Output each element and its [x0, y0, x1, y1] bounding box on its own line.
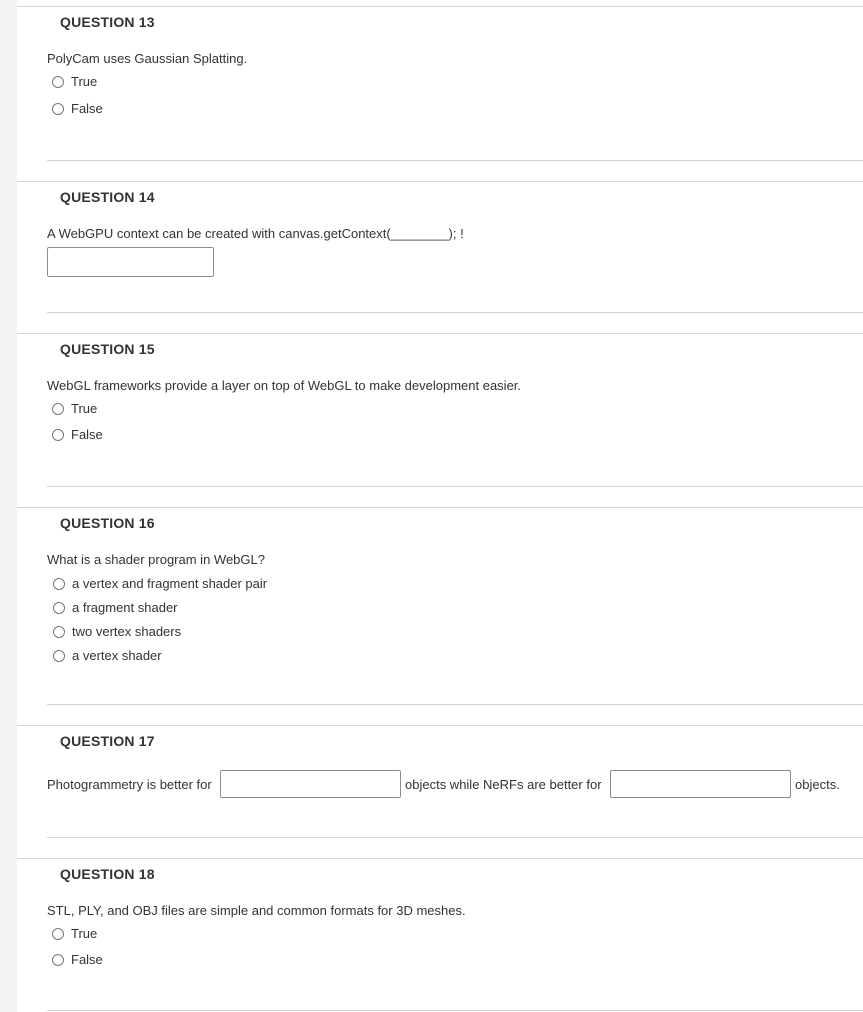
q17-answer-input-2[interactable]: [610, 770, 791, 798]
question-divider: [47, 1010, 863, 1011]
left-margin-strip: [0, 0, 17, 1012]
q14-answer-input[interactable]: [47, 247, 214, 277]
question-divider: [17, 725, 863, 726]
option-label: False: [71, 427, 103, 442]
q18-option-false[interactable]: [52, 952, 103, 967]
q16-option-4[interactable]: [53, 648, 162, 663]
radio-button[interactable]: [52, 103, 64, 115]
question-divider: [17, 507, 863, 508]
radio-button[interactable]: [52, 928, 64, 940]
question-title: QUESTION 18: [60, 866, 155, 882]
question-text: What is a shader program in WebGL?: [47, 552, 265, 567]
question-divider: [17, 858, 863, 859]
option-label: two vertex shaders: [72, 624, 182, 639]
question-text: A WebGPU context can be created with canvas.getContext(________); !: [47, 226, 464, 241]
question-divider: [47, 837, 863, 838]
question-title: QUESTION 15: [60, 341, 155, 357]
q16-option-2[interactable]: [53, 600, 178, 615]
question-divider: [17, 6, 863, 7]
q17-text-before: Photogrammetry is better for: [47, 776, 212, 792]
option-label: True: [71, 401, 98, 416]
question-text: PolyCam uses Gaussian Splatting.: [47, 51, 248, 66]
question-text: WebGL frameworks provide a layer on top of WebGL to make development easier.: [47, 378, 522, 393]
radio-button[interactable]: [52, 76, 64, 88]
option-label: a vertex and fragment shader pair: [72, 576, 268, 591]
radio-button[interactable]: [53, 626, 65, 638]
q17-text-middle: objects while NeRFs are better for: [405, 776, 602, 792]
radio-button[interactable]: [52, 429, 64, 441]
radio-button[interactable]: [52, 403, 64, 415]
q17-text-after: objects.: [795, 776, 840, 792]
option-label: True: [71, 926, 98, 941]
question-title: QUESTION 16: [60, 515, 155, 531]
question-divider: [47, 486, 863, 487]
q13-option-false[interactable]: [52, 101, 103, 116]
option-label: a vertex shader: [72, 648, 162, 663]
option-label: True: [71, 74, 98, 89]
question-text: STL, PLY, and OBJ files are simple and common formats for 3D meshes.: [47, 903, 466, 918]
option-label: a fragment shader: [72, 600, 178, 615]
q15-option-true[interactable]: [52, 401, 97, 416]
question-divider: [17, 181, 863, 182]
radio-button[interactable]: [53, 578, 65, 590]
q13-option-true[interactable]: [52, 74, 97, 89]
radio-button[interactable]: [53, 650, 65, 662]
question-divider: [47, 312, 863, 313]
radio-button[interactable]: [52, 954, 64, 966]
q15-option-false[interactable]: [52, 427, 103, 442]
question-title: QUESTION 14: [60, 189, 155, 205]
question-divider: [47, 160, 863, 161]
question-title: QUESTION 17: [60, 733, 155, 749]
question-divider: [47, 704, 863, 705]
radio-button[interactable]: [53, 602, 65, 614]
q18-option-true[interactable]: [52, 926, 97, 941]
question-title: QUESTION 13: [60, 14, 155, 30]
q16-option-3[interactable]: [53, 624, 181, 639]
option-label: False: [71, 952, 103, 967]
q17-answer-input-1[interactable]: [220, 770, 401, 798]
question-divider: [17, 333, 863, 334]
q16-option-1[interactable]: [53, 576, 267, 591]
option-label: False: [71, 101, 103, 116]
